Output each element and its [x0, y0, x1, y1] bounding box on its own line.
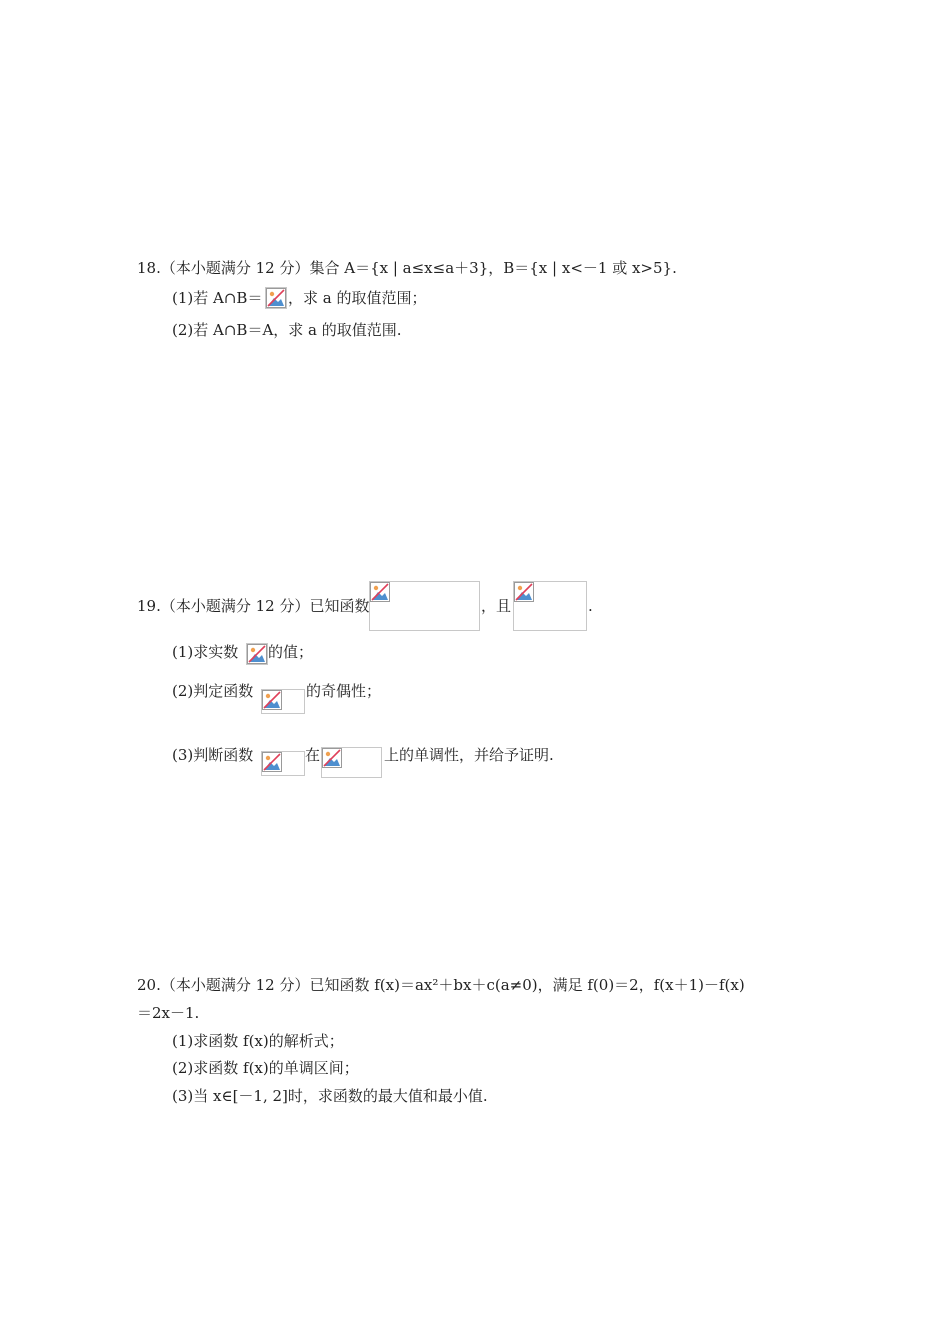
- q19-fx-image: [261, 689, 305, 714]
- q18-part1-text-b: ，求 a 的取值范围；: [288, 289, 427, 307]
- q19-part2-text-a: (2)判定函数: [172, 682, 254, 700]
- q19-part2-text-b: 的奇偶性；: [306, 682, 382, 700]
- q19-header-c: .: [588, 597, 593, 615]
- q19-part3-text-b: 在: [305, 746, 321, 764]
- q18-part1-text-a: (1)若 A∩B＝: [172, 289, 263, 307]
- q18-header: 18.（本小题满分 12 分）集合 A＝{x | a≤x≤a＋3}，B＝{x | x<－1 或 x>5}.: [137, 259, 677, 277]
- broken-image-icon: [322, 748, 342, 768]
- broken-image-icon: [262, 690, 282, 710]
- broken-image-icon: [370, 582, 390, 602]
- q20-part3: (3)当 x∈[－1, 2]时，求函数的最大值和最小值.: [172, 1087, 488, 1105]
- q19-function-image: [369, 581, 480, 631]
- q20-part1: (1)求函数 f(x)的解析式；: [172, 1032, 344, 1050]
- q20-header-line2: ＝2x－1.: [137, 1004, 200, 1022]
- broken-image-icon: [247, 644, 267, 664]
- q18-empty-set-image: [265, 287, 287, 309]
- q19-variable-image: [246, 643, 268, 665]
- q19-interval-image: [321, 747, 382, 778]
- q19-header-a: 19.（本小题满分 12 分）已知函数: [137, 597, 370, 615]
- q19-part3-text-c: 上的单调性，并给予证明.: [384, 746, 554, 764]
- q19-header-b: ，且: [481, 597, 512, 615]
- broken-image-icon: [514, 582, 534, 602]
- q19-fx-image-2: [261, 751, 305, 776]
- q19-part1-text-b: 的值；: [268, 643, 314, 661]
- q20-part2: (2)求函数 f(x)的单调区间；: [172, 1059, 359, 1077]
- q20-header-line1: 20.（本小题满分 12 分）已知函数 f(x)＝ax²＋bx＋c(a≠0)，满足 f(0)＝2，f(x＋1)－f(x): [137, 976, 745, 994]
- broken-image-icon: [262, 752, 282, 772]
- q19-part1-text-a: (1)求实数: [172, 643, 239, 661]
- q19-condition-image: [513, 581, 587, 631]
- q18-part2: (2)若 A∩B＝A，求 a 的取值范围.: [172, 321, 402, 339]
- q19-part3-text-a: (3)判断函数: [172, 746, 254, 764]
- broken-image-icon: [266, 288, 286, 308]
